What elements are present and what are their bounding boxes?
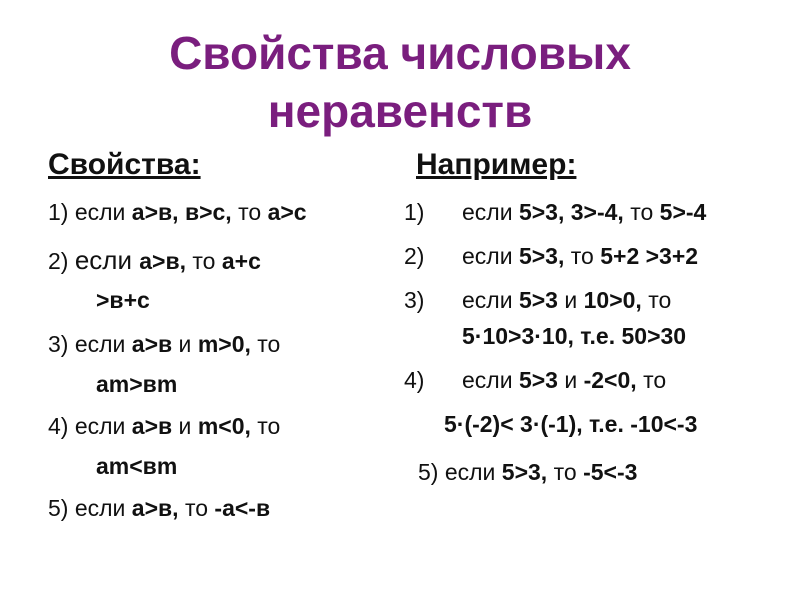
- property-3-text-a: 3) если: [48, 331, 132, 357]
- example-4-number: 4): [404, 367, 425, 393]
- property-2-text-f: >в+с: [96, 287, 150, 313]
- example-1-number: 1): [404, 199, 425, 225]
- example-3-text-c: и: [557, 287, 584, 313]
- example-5-text-c: то: [547, 459, 584, 485]
- property-2-text-e: а+с: [221, 248, 261, 274]
- property-3-text-d: m>0,: [197, 331, 251, 357]
- example-3-text-d: 10>0,: [583, 287, 642, 313]
- example-2: [404, 242, 698, 270]
- example-2-text-d: 5+2 >3+2: [600, 243, 699, 269]
- property-5-text-d: -а<-в: [214, 495, 271, 521]
- example-3: [404, 286, 671, 314]
- property-4-text-b: а>в: [131, 413, 173, 439]
- example-1-text-b: 5>3, 3>-4,: [518, 199, 624, 225]
- property-5: [48, 494, 270, 522]
- example-2-number: 2): [404, 243, 425, 269]
- example-2-text-a: если: [462, 243, 519, 269]
- slide-title-line-2: неравенств: [267, 85, 533, 137]
- example-1: [404, 198, 706, 226]
- example-3-text-e: то: [641, 287, 672, 313]
- example-5-text-a: 5) если: [418, 459, 502, 485]
- example-4-text-d: -2<0,: [583, 367, 637, 393]
- example-4-text-f: 5·(-2)< 3·(-1), т.е. -10<-3: [444, 411, 698, 437]
- property-1-text-c: то: [231, 199, 268, 225]
- example-5: [418, 458, 637, 486]
- examples-heading: Например:: [416, 148, 577, 181]
- slide-title: [0, 24, 800, 140]
- example-4-text-b: 5>3: [518, 367, 558, 393]
- example-1-text-a: если: [462, 199, 519, 225]
- example-1-text-c: то: [623, 199, 660, 225]
- example-4-text-c: и: [557, 367, 584, 393]
- property-3-text-b: а>в: [131, 331, 173, 357]
- example-4: [404, 366, 666, 394]
- property-4-text-f: аm<вm: [96, 453, 178, 479]
- example-3-text-f: 5·10>3·10, т.е. 50>30: [462, 323, 687, 349]
- example-5-text-b: 5>3,: [501, 459, 548, 485]
- property-4: [48, 412, 280, 440]
- example-3-continuation: [462, 322, 686, 350]
- property-3-text-e: то: [250, 331, 281, 357]
- property-2-continuation: [96, 286, 150, 314]
- property-4-text-a: 4) если: [48, 413, 132, 439]
- property-2: [48, 246, 261, 275]
- property-3: [48, 330, 280, 358]
- example-5-text-d: -5<-3: [583, 459, 638, 485]
- slide-title-line-1: Свойства числовых: [169, 27, 631, 79]
- example-1-text-d: 5>-4: [659, 199, 707, 225]
- example-4-text-a: если: [462, 367, 519, 393]
- property-4-continuation: [96, 452, 177, 480]
- example-3-number: 3): [404, 287, 425, 313]
- example-3-text-b: 5>3: [518, 287, 558, 313]
- property-1-text-d: а>с: [267, 199, 307, 225]
- example-4-continuation: [444, 410, 697, 438]
- property-3-continuation: [96, 370, 177, 398]
- example-4-text-e: то: [636, 367, 667, 393]
- property-2-text-c: а>в,: [139, 248, 186, 274]
- property-4-text-e: то: [250, 413, 281, 439]
- property-1-text-a: 1) если: [48, 199, 132, 225]
- property-5-text-a: 5) если: [48, 495, 132, 521]
- property-4-text-d: m<0,: [197, 413, 251, 439]
- property-4-text-c: и: [172, 413, 198, 439]
- property-2-text-d: то: [186, 248, 222, 274]
- property-1-text-b: а>в, в>с,: [131, 199, 232, 225]
- properties-heading: Свойства:: [48, 148, 201, 181]
- property-5-text-c: то: [178, 495, 215, 521]
- property-3-text-f: аm>вm: [96, 371, 178, 397]
- example-3-text-a: если: [462, 287, 519, 313]
- property-2-text-b: если: [74, 245, 140, 275]
- property-2-text-a: 2): [48, 248, 75, 274]
- example-2-text-c: то: [564, 243, 601, 269]
- property-3-text-c: и: [172, 331, 198, 357]
- property-1: [48, 198, 307, 226]
- property-5-text-b: а>в,: [131, 495, 179, 521]
- example-2-text-b: 5>3,: [518, 243, 565, 269]
